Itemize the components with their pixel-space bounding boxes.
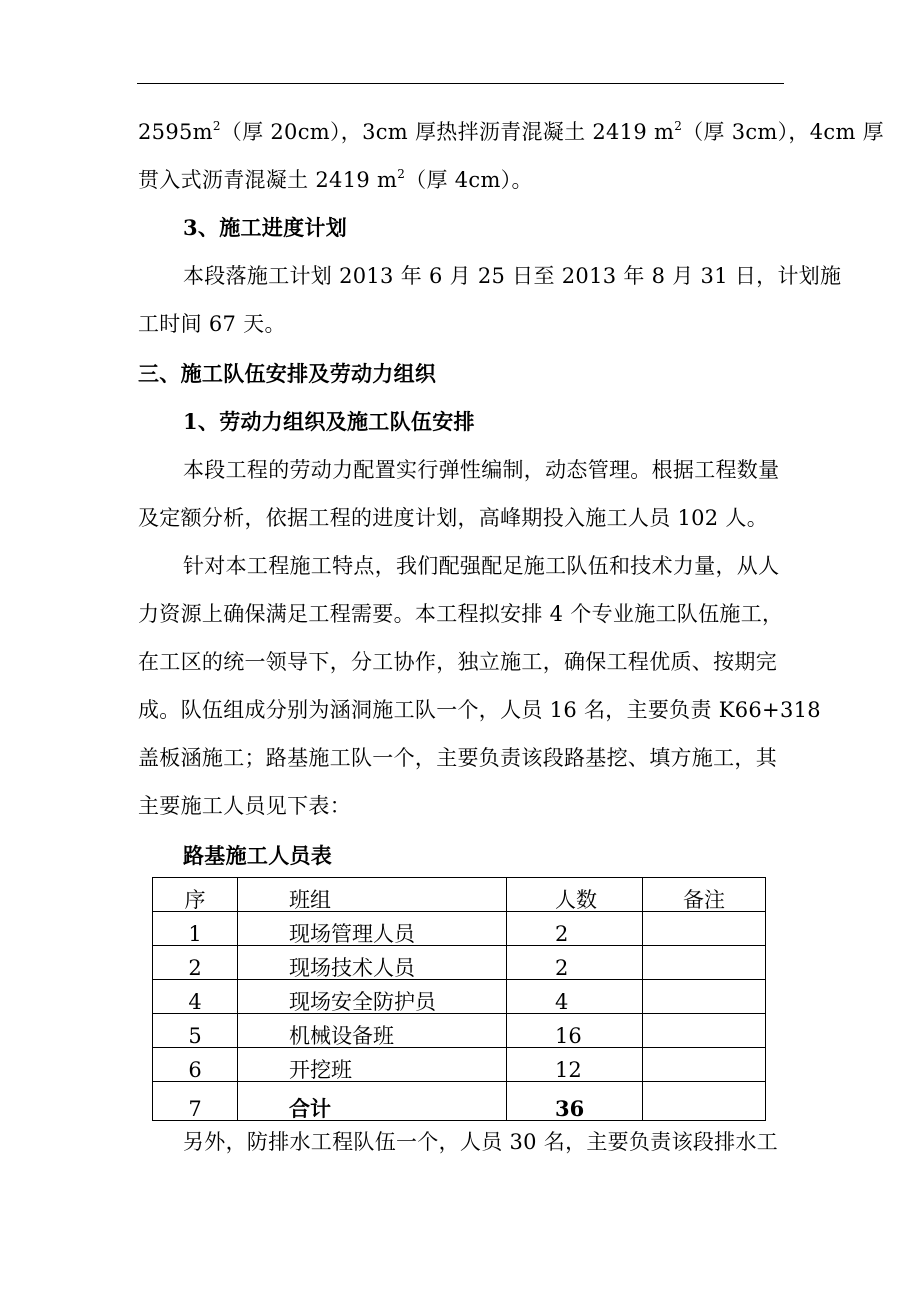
table-row [153,912,766,946]
header-cell-index: 序 [153,878,238,912]
paragraph-line: 主要施工人员见下表： [138,794,351,818]
header-rule [137,83,784,84]
paragraph-line: 成。队伍组成分别为涵洞施工队一个，人员 16 名，主要负责 K66+318 [138,698,821,722]
table-header-row [153,878,766,912]
cell-group: 机械设备班 [238,1014,507,1048]
paragraph-line: 针对本工程施工特点，我们配强配足施工队伍和技术力量，从人 [183,554,780,578]
paragraph-line: 在工区的统一领导下，分工协作，独立施工，确保工程优质、按期完 [138,650,777,674]
cell-index: 4 [153,980,238,1014]
table-row [153,946,766,980]
cell-group: 现场技术人员 [238,946,507,980]
personnel-table [152,877,766,1121]
header-cell-count: 人数 [507,878,643,912]
paragraph-line: 及定额分析，依据工程的进度计划，高峰期投入施工人员 102 人。 [138,506,769,530]
table-row [153,980,766,1014]
cell-index: 5 [153,1014,238,1048]
cell-count: 2 [507,946,643,980]
cell-remark [643,946,766,980]
table-total-row [153,1082,766,1121]
table-title: 路基施工人员表 [183,843,333,868]
cell-index: 7 [153,1082,238,1121]
cell-count: 2 [507,912,643,946]
paragraph-line: $2595m^2$（厚 20cm），3cm 厚热拌沥青混凝土 2419 $m^2$（厚 3cm），4cm 厚 [138,119,884,144]
cell-count-total: 36 [507,1082,643,1121]
paragraph-line: 力资源上确保满足工程需要。本工程拟安排 4 个专业施工队伍施工， [138,602,784,626]
cell-group: 现场管理人员 [238,912,507,946]
cell-count: 16 [507,1014,643,1048]
paragraph-line: 本段落施工计划 2013 年 6 月 25 日至 2013 年 8 月 31 日，计划施 [183,264,842,288]
table-row [153,1014,766,1048]
cell-group-total: 合计 [238,1082,507,1121]
cell-remark [643,1014,766,1048]
section-heading: 三、施工队伍安排及劳动力组织 [138,361,437,386]
cell-count: 12 [507,1048,643,1082]
cell-remark [643,1082,766,1121]
cell-index: 6 [153,1048,238,1082]
paragraph-line: 盖板涵施工；路基施工队一个，主要负责该段路基挖、填方施工，其 [138,746,777,770]
paragraph-line: 本段工程的劳动力配置实行弹性编制，动态管理。根据工程数量 [183,458,780,482]
paragraph-line: 工时间 67 天。 [138,312,286,336]
header-cell-remark: 备注 [643,878,766,912]
subsection-heading: 1、劳动力组织及施工队伍安排 [183,409,475,434]
table-row [153,1048,766,1082]
header-cell-group: 班组 [238,878,507,912]
cell-index: 2 [153,946,238,980]
cell-remark [643,912,766,946]
cell-group: 开挖班 [238,1048,507,1082]
cell-group: 现场安全防护员 [238,980,507,1014]
subsection-heading: 3、施工进度计划 [183,215,348,240]
cell-index: 1 [153,912,238,946]
cell-count: 4 [507,980,643,1014]
paragraph-line: 贯入式沥青混凝土 2419 $m^2$（厚 4cm）。 [138,167,533,192]
paragraph-line: 另外，防排水工程队伍一个，人员 30 名，主要负责该段排水工 [183,1130,779,1154]
cell-remark [643,1048,766,1082]
cell-remark [643,980,766,1014]
